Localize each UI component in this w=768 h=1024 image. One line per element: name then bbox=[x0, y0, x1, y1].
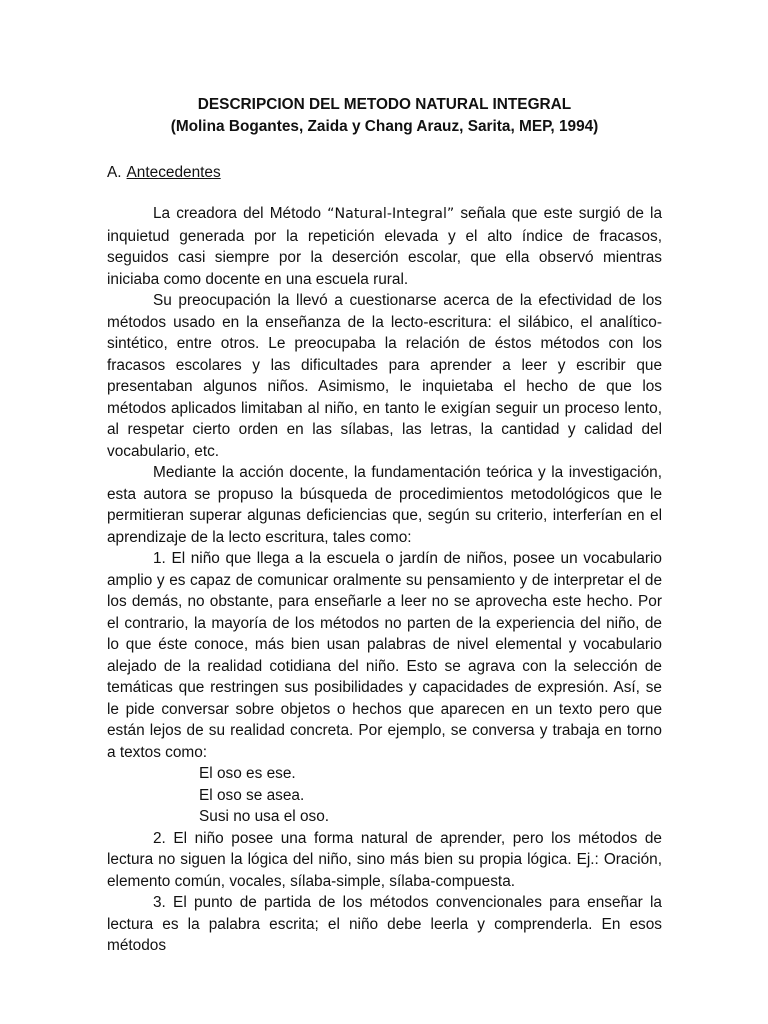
example-sentences bbox=[107, 763, 662, 828]
document-header bbox=[107, 94, 662, 138]
section-title: Antecedentes bbox=[126, 164, 221, 181]
paragraph-point-1: 1. El niño que llega a la escuela o jardín de niños, posee un vocabulario amplio y es capaz de comunicar oralmente su pensamiento y de interpretar el de los demás, no obstante, para enseñarle a leer no se aprovecha este hecho. Por el contrario, la mayoría de los métodos no parten de la experiencia del niño, de lo que éste conoce, más bien usan palabras de nivel elemental y vocabulario alejado de la realidad cotidiana del niño. Esto se agrava con la selección de temáticas que restringen sus posibilidades y capacidades de expresión. Así, se le pide conversar sobre objetos o hechos que aparecen en un texto pero que están lejos de su realidad concreta. Por ejemplo, se conversa y trabaja en torno a textos como: bbox=[107, 550, 662, 761]
document-title: DESCRIPCION DEL METODO NATURAL INTEGRAL bbox=[197, 96, 572, 113]
document-content bbox=[107, 94, 662, 957]
paragraph-origin-text-start: La creadora del Método bbox=[153, 205, 328, 222]
example-sentence: El oso se asea. bbox=[199, 786, 305, 804]
document-subtitle: (Molina Bogantes, Zaida y Chang Arauz, Sarita, MEP, 1994) bbox=[170, 118, 599, 135]
method-name: “Natural-Integral” bbox=[327, 206, 455, 222]
section-heading bbox=[107, 162, 662, 184]
example-sentence: El oso es ese. bbox=[199, 765, 296, 782]
section-body bbox=[107, 203, 662, 957]
paragraph-origin bbox=[107, 203, 662, 290]
paragraph-point-2: 2. El niño posee una forma natural de aprender, pero los métodos de lectura no siguen la lógica del niño, sino más bien su propia lógica. Ej.: Oración, elemento común, vocales, sílaba-simple, sílaba-compuesta. bbox=[107, 829, 662, 890]
paragraph-research: Mediante la acción docente, la fundamentación teórica y la investigación, esta autora se propuso la búsqueda de procedimientos metodológicos que le permitieran superar algunas deficiencias que, según su criterio, interferían en el aprendizaje de la lecto escritura, tales como: bbox=[107, 464, 662, 546]
paragraph-concern: Su preocupación la llevó a cuestionarse acerca de la efectividad de los métodos usado en la enseñanza de la lecto-escritura: el silábico, el analítico-sintético, entre otros. Le preocupaba la relación de éstos métodos con los fracasos escolares y las dificultades para aprender a leer y escribir que presentaban algunos niños. Asimismo, le inquietaba el hecho de que los métodos aplicados limitaban al niño, en tanto le exigían seguir un proceso lento, al respetar cierto orden en las sílabas, las letras, la cantidad y calidad del vocabulario, etc. bbox=[107, 292, 662, 460]
example-sentence: Susi no usa el oso. bbox=[199, 808, 330, 825]
paragraph-point-3: 3. El punto de partida de los métodos convencionales para enseñar la lectura es la palabra escrita; el niño debe leerla y comprenderla. En esos métodos bbox=[107, 894, 662, 954]
section-letter: A. bbox=[107, 164, 122, 181]
paragraph-origin-text-end: señala que este surgió de la inquietud generada por la repetición elevada y el alto índice de fracasos, seguidos casi siempre por la deserción escolar, que ella observó mientras iniciaba como docente en una escuela rural. bbox=[107, 205, 663, 288]
